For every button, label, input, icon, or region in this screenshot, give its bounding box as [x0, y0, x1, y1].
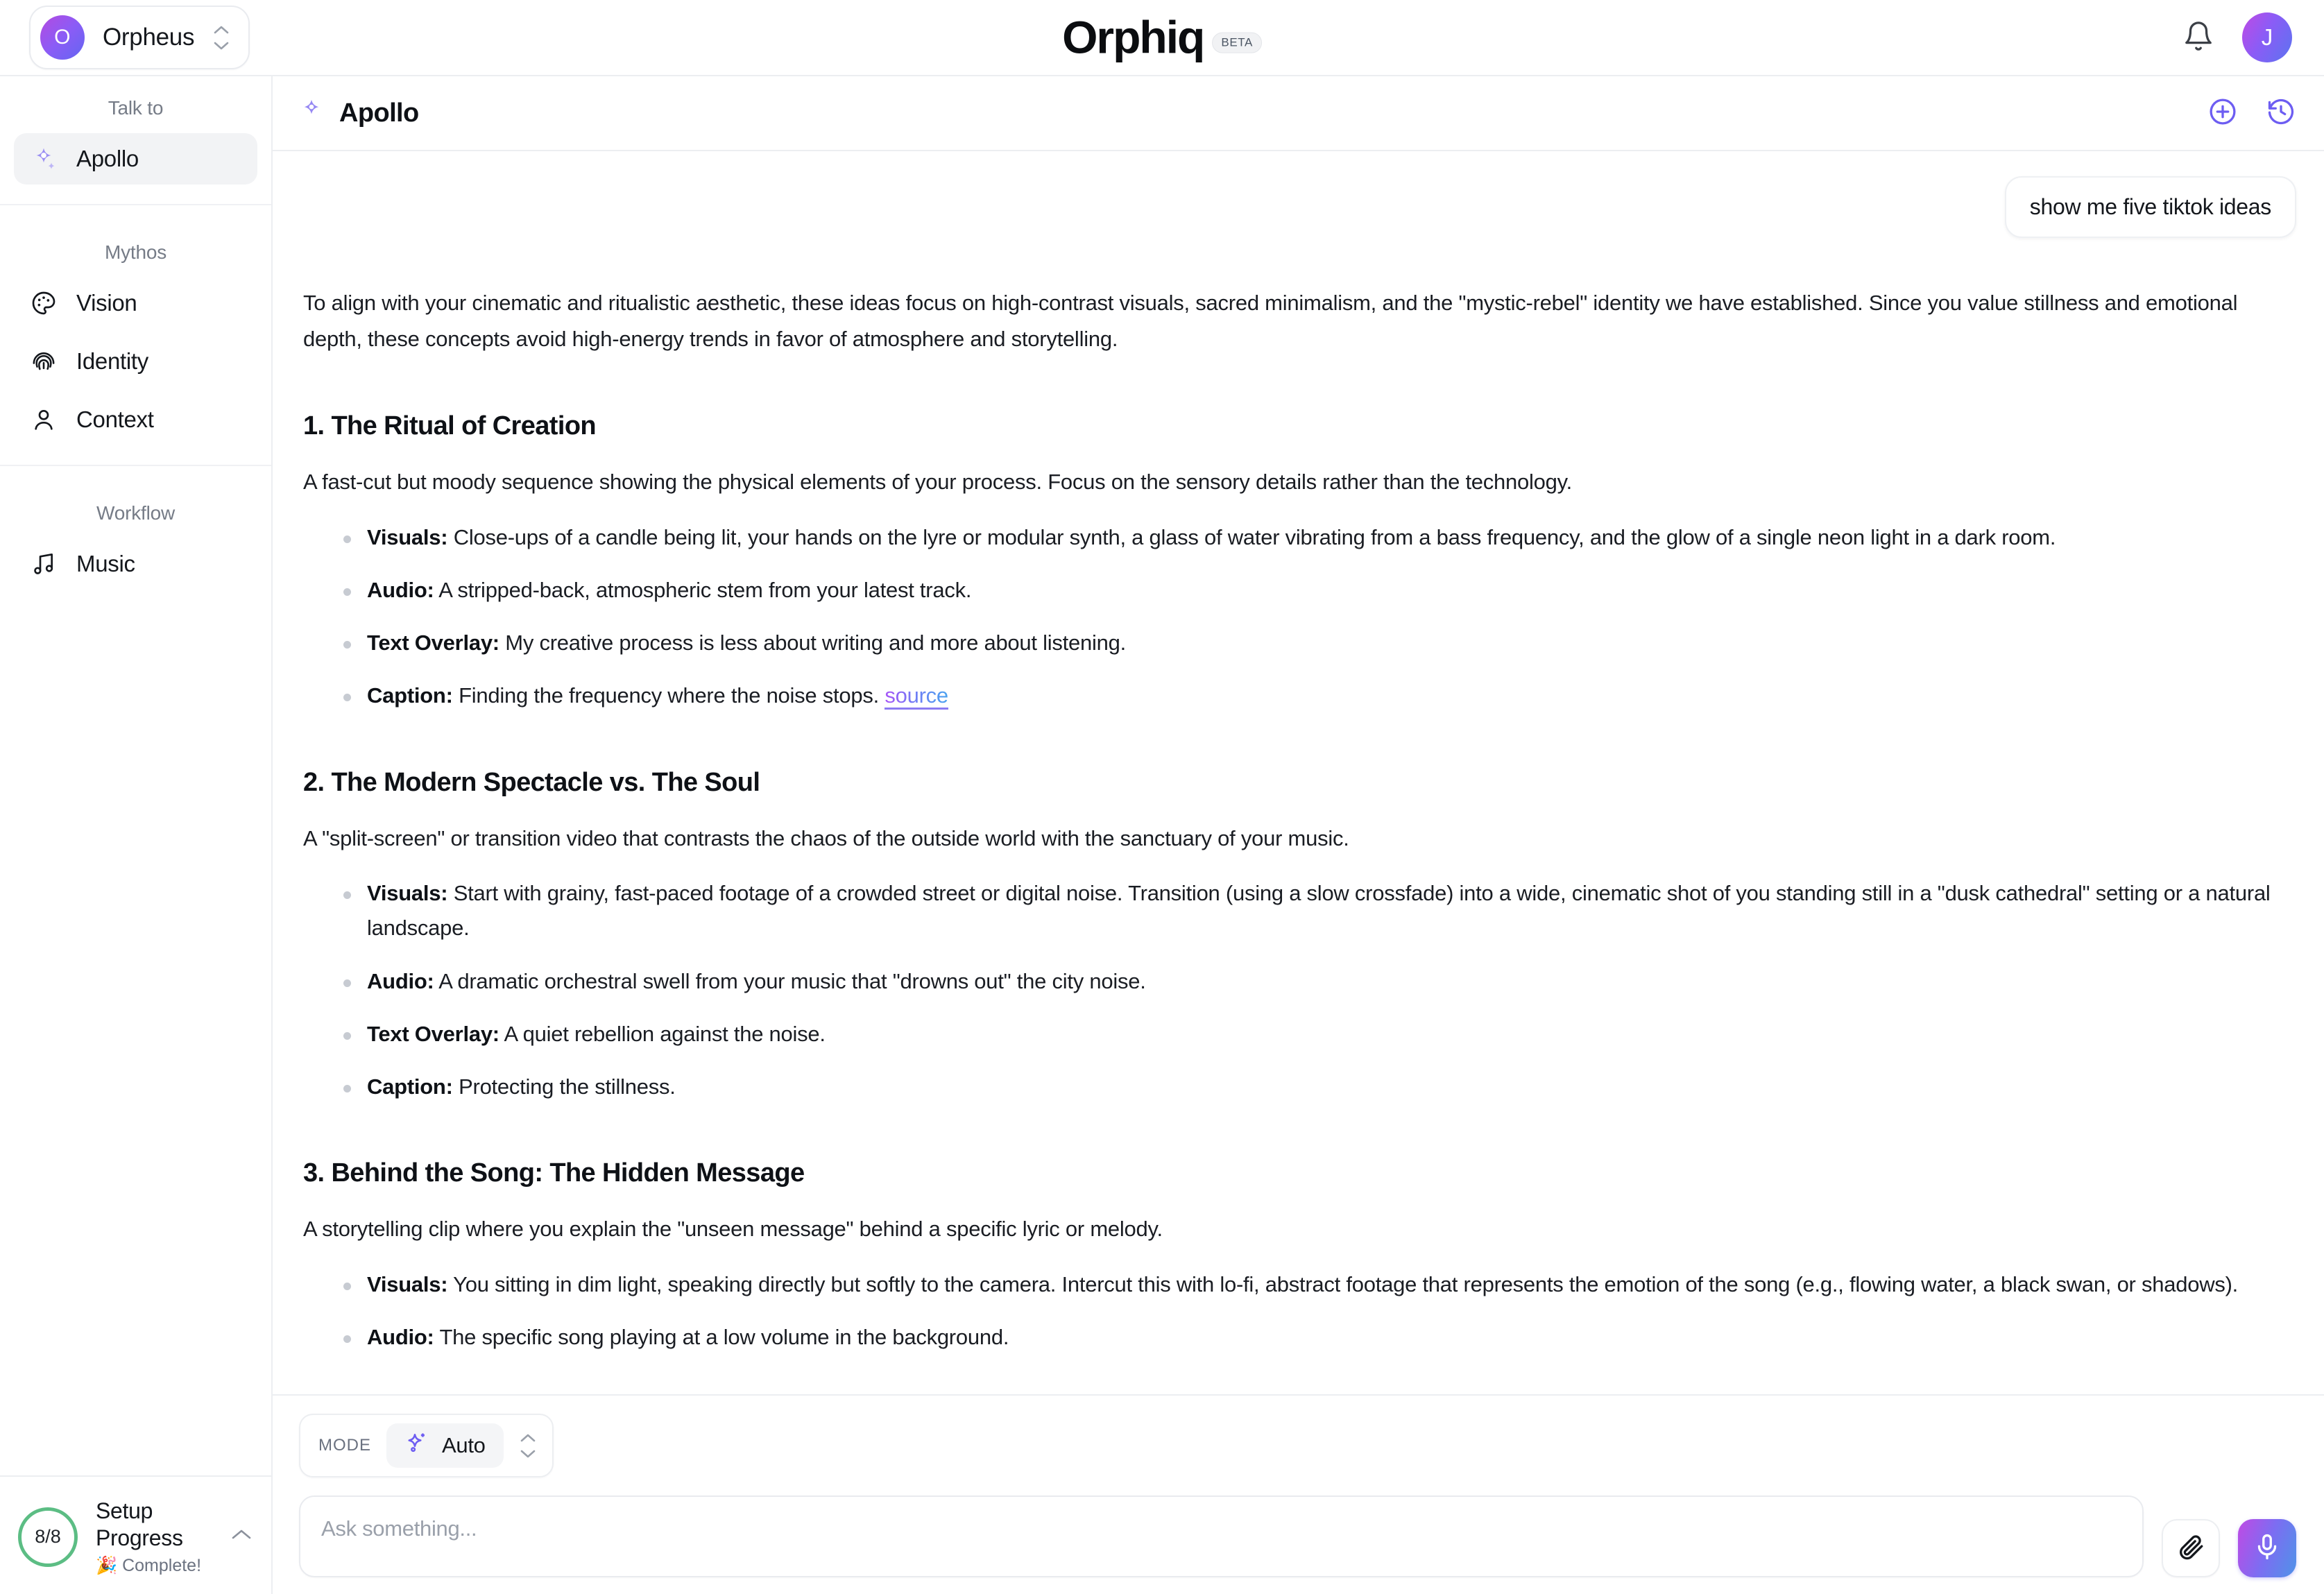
bullet-label: Visuals: [367, 881, 448, 906]
attach-button[interactable] [2162, 1519, 2220, 1577]
top-bar-actions [2182, 12, 2292, 62]
list-item [339, 520, 2292, 555]
section-heading: 3. Behind the Song: The Hidden Message [303, 1158, 805, 1188]
fingerprint-icon [29, 347, 58, 376]
list-item [339, 678, 2292, 713]
palette-icon [29, 289, 58, 318]
bullet-text: Protecting the stillness. [452, 1074, 676, 1099]
workspace-name: Orpheus [103, 24, 195, 51]
mode-selector[interactable] [299, 1414, 554, 1477]
section-lede: A storytelling clip where you explain the "unseen message" behind a specific lyric or melody. [303, 1217, 1163, 1242]
assistant-message [299, 285, 2296, 1355]
chat-header-actions [2207, 96, 2296, 130]
sidebar-group-label: Talk to [108, 97, 164, 119]
bullet-label: Audio: [367, 577, 434, 602]
section-heading: 2. The Modern Spectacle vs. The Soul [303, 767, 760, 797]
sidebar-group-label: Mythos [104, 241, 167, 263]
bullet-text: You sitting in dim light, speaking directly but softly to the camera. Intercut this with lo-fi, abstract footage that represents the emotion of the song (e.g., flowing water, a black swan, or shadows). [447, 1271, 2239, 1296]
composer-input-row [299, 1496, 2296, 1577]
beta-badge: BETA [1212, 32, 1262, 53]
history-icon[interactable] [2266, 96, 2296, 130]
bullet-label: Text Overlay: [367, 631, 499, 655]
music-note-icon [29, 549, 58, 579]
mode-pill[interactable] [386, 1423, 504, 1468]
mode-value: Auto [442, 1433, 486, 1457]
bullet-label: Audio: [367, 968, 434, 993]
sidebar-item-label: Identity [76, 348, 148, 374]
setup-progress-subtitle: 🎉 Complete! [96, 1555, 202, 1575]
bullet-text: Close-ups of a candle being lit, your hands on the lyre or modular synth, a glass of water vibrating from a bass frequency, and the glow of a single neon light in a dark room. [447, 524, 2056, 549]
chevron-up-icon[interactable] [230, 1527, 253, 1546]
top-bar [0, 0, 2324, 76]
sparkles-icon [404, 1430, 429, 1461]
list-item [339, 1070, 2292, 1104]
bullet-text: A quiet rebellion against the noise. [499, 1021, 826, 1046]
sidebar-item-context[interactable] [14, 394, 257, 445]
sidebar-group-talk-to [0, 76, 271, 204]
brand-logo [1062, 11, 1262, 63]
section-bullet-list [339, 1267, 2292, 1355]
bullet-text: Start with grainy, fast-paced footage of a crowded street or digital noise. Transition (using a slow crossfade) into a wide, cinematic shot of you standing still in a "dusk cathedral" setting or a natural landscape. [367, 881, 2271, 941]
sparkle-icon [29, 144, 58, 173]
bullet-label: Caption: [367, 1074, 453, 1099]
body [0, 76, 2324, 1594]
brand-name: Orphiq [1062, 11, 1204, 63]
setup-progress-title: Setup Progress [96, 1498, 183, 1551]
sidebar-item-music[interactable] [14, 538, 257, 590]
setup-progress[interactable] [0, 1475, 271, 1594]
list-item [339, 1017, 2292, 1052]
sidebar-item-label: Context [76, 406, 154, 432]
search-input[interactable]: Ask something... [299, 1496, 2144, 1577]
list-item [339, 1320, 2292, 1355]
voice-input-button[interactable] [2238, 1519, 2296, 1577]
person-icon [29, 405, 58, 434]
bullet-label: Text Overlay: [367, 1021, 499, 1046]
bullet-label: Audio: [367, 1325, 434, 1350]
bullet-label: Caption: [367, 683, 453, 708]
mode-label: MODE [318, 1436, 371, 1455]
workspace-avatar: O [40, 15, 85, 60]
sidebar-item-label: Apollo [76, 146, 139, 171]
microphone-icon [2253, 1532, 2282, 1565]
sidebar-group-mythos [0, 204, 271, 465]
composer [273, 1394, 2324, 1594]
sidebar-group-label: Workflow [96, 502, 175, 524]
bell-icon[interactable] [2182, 20, 2214, 55]
message-thread [273, 151, 2324, 1394]
avatar[interactable]: J [2242, 12, 2292, 62]
section-lede: A fast-cut but moody sequence showing the physical elements of your process. Focus on the sensory details rather than the technology. [303, 470, 1572, 495]
section-heading: 1. The Ritual of Creation [303, 411, 597, 441]
source-link[interactable]: source [885, 683, 948, 710]
paperclip-icon [2176, 1532, 2205, 1565]
sparkle-icon [299, 97, 324, 129]
sidebar-item-label: Vision [76, 290, 137, 316]
bullet-text: A dramatic orchestral swell from your music that "drowns out" the city noise. [434, 968, 1146, 993]
sidebar-item-identity[interactable] [14, 336, 257, 387]
chat-header [273, 76, 2324, 151]
chevron-up-down-icon [212, 25, 230, 51]
list-item [339, 1267, 2292, 1302]
sidebar-item-label: Music [76, 551, 135, 576]
sidebar-group-workflow [0, 465, 271, 609]
page-title [299, 97, 419, 129]
list-item [339, 876, 2292, 945]
sidebar-item-apollo[interactable] [14, 133, 257, 185]
setup-progress-text [96, 1498, 212, 1576]
user-message-bubble: show me five tiktok ideas [2005, 176, 2296, 238]
list-item [339, 626, 2292, 660]
bullet-text: My creative process is less about writing and more about listening. [499, 631, 1126, 655]
list-item [339, 573, 2292, 608]
bullet-label: Visuals: [367, 524, 448, 549]
list-item [339, 964, 2292, 999]
bullet-text: A stripped-back, atmospheric stem from your latest track. [434, 577, 972, 602]
bullet-label: Visuals: [367, 1271, 448, 1296]
bullet-text: Finding the frequency where the noise stops. [452, 683, 885, 708]
section-bullet-list [339, 876, 2292, 1104]
sidebar-scroll [0, 76, 271, 1475]
bullet-text: The specific song playing at a low volume in the background. [434, 1325, 1009, 1350]
plus-circle-icon[interactable] [2207, 96, 2238, 130]
chat-panel [273, 76, 2324, 1594]
assistant-intro-paragraph: To align with your cinematic and ritualistic aesthetic, these ideas focus on high-contrast visuals, sacred minimalism, and the "mystic-rebel" identity we have established. Since you value stillness and emotional depth, these concepts avoid high-energy trends in favor of atmosphere and storytelling. [303, 291, 2238, 352]
section-bullet-list [339, 520, 2292, 714]
section-lede: A "split-screen" or transition video that contrasts the chaos of the outside world with the sanctuary of your music. [303, 825, 1349, 850]
chat-title-label: Apollo [339, 98, 419, 128]
setup-progress-ring: 8/8 [18, 1507, 78, 1567]
workspace-switcher[interactable] [29, 6, 250, 69]
chevron-up-down-icon[interactable] [519, 1433, 537, 1459]
user-message-row [299, 151, 2296, 238]
sidebar-item-vision[interactable] [14, 277, 257, 329]
sidebar [0, 76, 273, 1594]
